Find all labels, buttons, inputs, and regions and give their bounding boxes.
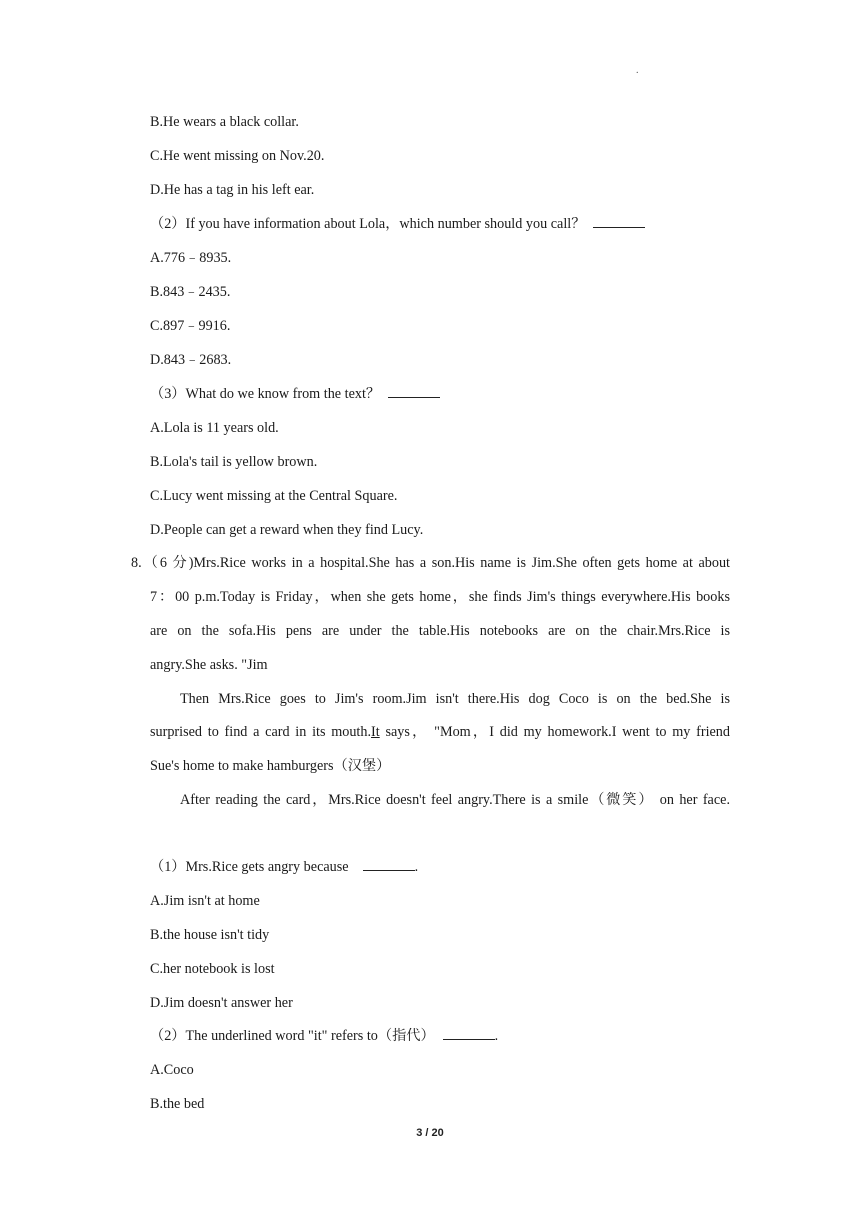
- q8-1-question: [150, 858, 418, 876]
- q8-passage-line-3: are on the sofa.His pens are under the table.His notebooks are on the chair.Mrs.Rice is: [150, 623, 730, 639]
- q8-2-option-a: A.Coco: [150, 1062, 194, 1078]
- q7-3-question-text: （3）What do we know from the text？: [150, 386, 381, 402]
- q8-passage-line-2: 7：00 p.m.Today is Friday，when she gets home，she finds Jim's things everywhere.His books: [150, 589, 730, 605]
- q7-2-option-a: A.776﹣8935.: [150, 250, 232, 266]
- q8-1-option-d: D.Jim doesn't answer her: [150, 995, 293, 1011]
- q8-1-option-b: B.the house isn't tidy: [150, 927, 270, 943]
- underlined-word-it: It: [371, 724, 380, 740]
- q7-2-option-d: D.843﹣2683.: [150, 352, 232, 368]
- q8-1-period: .: [414, 859, 419, 875]
- q7-3-option-c: C.Lucy went missing at the Central Square.: [150, 488, 398, 504]
- q8-paragraph-2-line-1: Then Mrs.Rice goes to Jim's room.Jim isn't there.His dog Coco is on the bed.She is: [180, 691, 730, 707]
- q7-1-option-c: C.He went missing on Nov.20.: [150, 148, 325, 164]
- q8-2-option-b: B.the bed: [150, 1096, 205, 1112]
- q8-p2-text-b: says， "Mom，I did my homework.I went to my friend: [379, 724, 730, 740]
- q8-2-period: .: [494, 1028, 499, 1044]
- q8-paragraph-2-line-3: Sue's home to make hamburgers（汉堡）: [150, 758, 391, 774]
- q7-3-option-b: B.Lola's tail is yellow brown.: [150, 454, 318, 470]
- q8-1-option-a: A.Jim isn't at home: [150, 893, 260, 909]
- answer-blank: [443, 1027, 495, 1040]
- q7-3-question: [150, 385, 440, 403]
- q7-2-question-text: （2）If you have information about Lola，which number should you call？: [150, 216, 586, 232]
- q8-paragraph-3-line-1: After reading the card，Mrs.Rice doesn't feel angry.There is a smile（微笑） on her face.: [180, 792, 730, 808]
- answer-blank: [593, 215, 645, 228]
- q8-1-question-text: （1）Mrs.Rice gets angry because: [150, 859, 349, 875]
- q8-paragraph-2-line-2: [150, 723, 730, 741]
- header-dot: .: [636, 65, 639, 76]
- q7-3-option-d: D.People can get a reward when they find Lucy.: [150, 522, 424, 538]
- q8-p2-text-a: surprised to find a card in its mouth.: [150, 724, 372, 740]
- q8-2-question-text: （2）The underlined word "it" refers to（指代）: [150, 1028, 435, 1044]
- q8-2-question: [150, 1027, 498, 1045]
- q7-3-option-a: A.Lola is 11 years old.: [150, 420, 279, 436]
- page-number: 3 / 20: [416, 1127, 444, 1139]
- q7-2-option-c: C.897﹣9916.: [150, 318, 231, 334]
- q8-1-option-c: C.her notebook is lost: [150, 961, 275, 977]
- q7-2-question: [150, 215, 645, 233]
- answer-blank: [363, 858, 415, 871]
- q8-passage-line-1: 8.（6 分)Mrs.Rice works in a hospital.She has a son.His name is Jim.She often gets home at about: [131, 555, 730, 571]
- answer-blank: [388, 385, 440, 398]
- q8-passage-line-4: angry.She asks. "Jim: [150, 657, 268, 673]
- q7-2-option-b: B.843﹣2435.: [150, 284, 231, 300]
- q7-1-option-b: B.He wears a black collar.: [150, 114, 299, 130]
- q7-1-option-d: D.He has a tag in his left ear.: [150, 182, 315, 198]
